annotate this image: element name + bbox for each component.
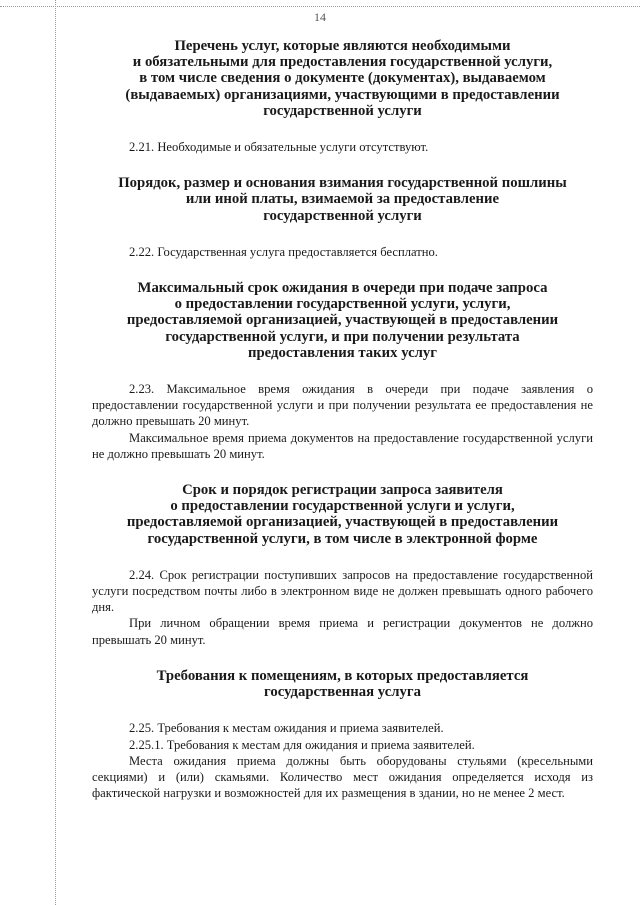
section-heading-registration: Срок и порядок регистрации запроса заявителя о предоставлении государственной услуги и услуги, предоставляемой организацией, участвующей в предоставлении государственной услуги, в том числе в электронной форме (126, 482, 559, 547)
page-edge-left (55, 0, 56, 905)
paragraph-2-25: 2.25. Требования к местам ожидания и приема заявителей. (129, 721, 444, 736)
section-heading-premises: Требования к помещениям, в которых предоставляется государственная услуга (156, 667, 529, 701)
paragraph-2-24: 2.24. Срок регистрации поступивших запросов на предоставление государственной услуги посредством почты либо в электронном виде не должен превышать одного рабочего дня. (92, 567, 593, 615)
paragraph-2-23-reception: Максимальное время приема документов на предоставление государственной услуги не должно превышать 20 минут. (92, 430, 593, 461)
paragraph-2-22: 2.22. Государственная услуга предоставляется бесплатно. (129, 244, 438, 259)
paragraph-waiting-places: Места ожидания приема должны быть оборудованы стульями (кресельными секциями) и (или) скамьями. Количество мест ожидания определяется исходя из фактической нагрузки и возможностей для их размещения в здании, но не менее 2 мест. (92, 753, 593, 801)
paragraph-2-21: 2.21. Необходимые и обязательные услуги отсутствуют. (129, 140, 429, 155)
document-body (92, 38, 593, 801)
section-heading-waiting-time: Максимальный срок ожидания в очереди при подаче запроса о предоставлении государственной услуги, услуги, предоставляемой организацией, участвующей в предоставлении государственной услуги, и при получении результата предоставления таких услуг (126, 280, 559, 361)
page-number: 14 (314, 10, 326, 24)
paragraph-2-23: 2.23. Максимальное время ожидания в очереди при подаче заявления о предоставлении государственной услуги и при получении результата ее предоставления не должно превышать 20 минут. (92, 382, 593, 429)
section-heading-fees: Порядок, размер и основания взимания государственной пошлины или иной платы, взимаемой за предоставление государственной услуги (118, 175, 567, 224)
paragraph-2-25-1: 2.25.1. Требования к местам для ожидания и приема заявителей. (129, 737, 475, 752)
paragraph-2-24-personal: При личном обращении время приема и регистрации документов не должно превышать 20 минут. (92, 616, 593, 647)
section-heading-required-services: Перечень услуг, которые являются необходимыми и обязательными для предоставления государственной услуги, в том числе сведения о документе (документах), выдаваемом (выдаваемых) организациями, участвующими в предоставлении государственной услуги (125, 38, 560, 119)
page-edge-top (0, 6, 640, 7)
